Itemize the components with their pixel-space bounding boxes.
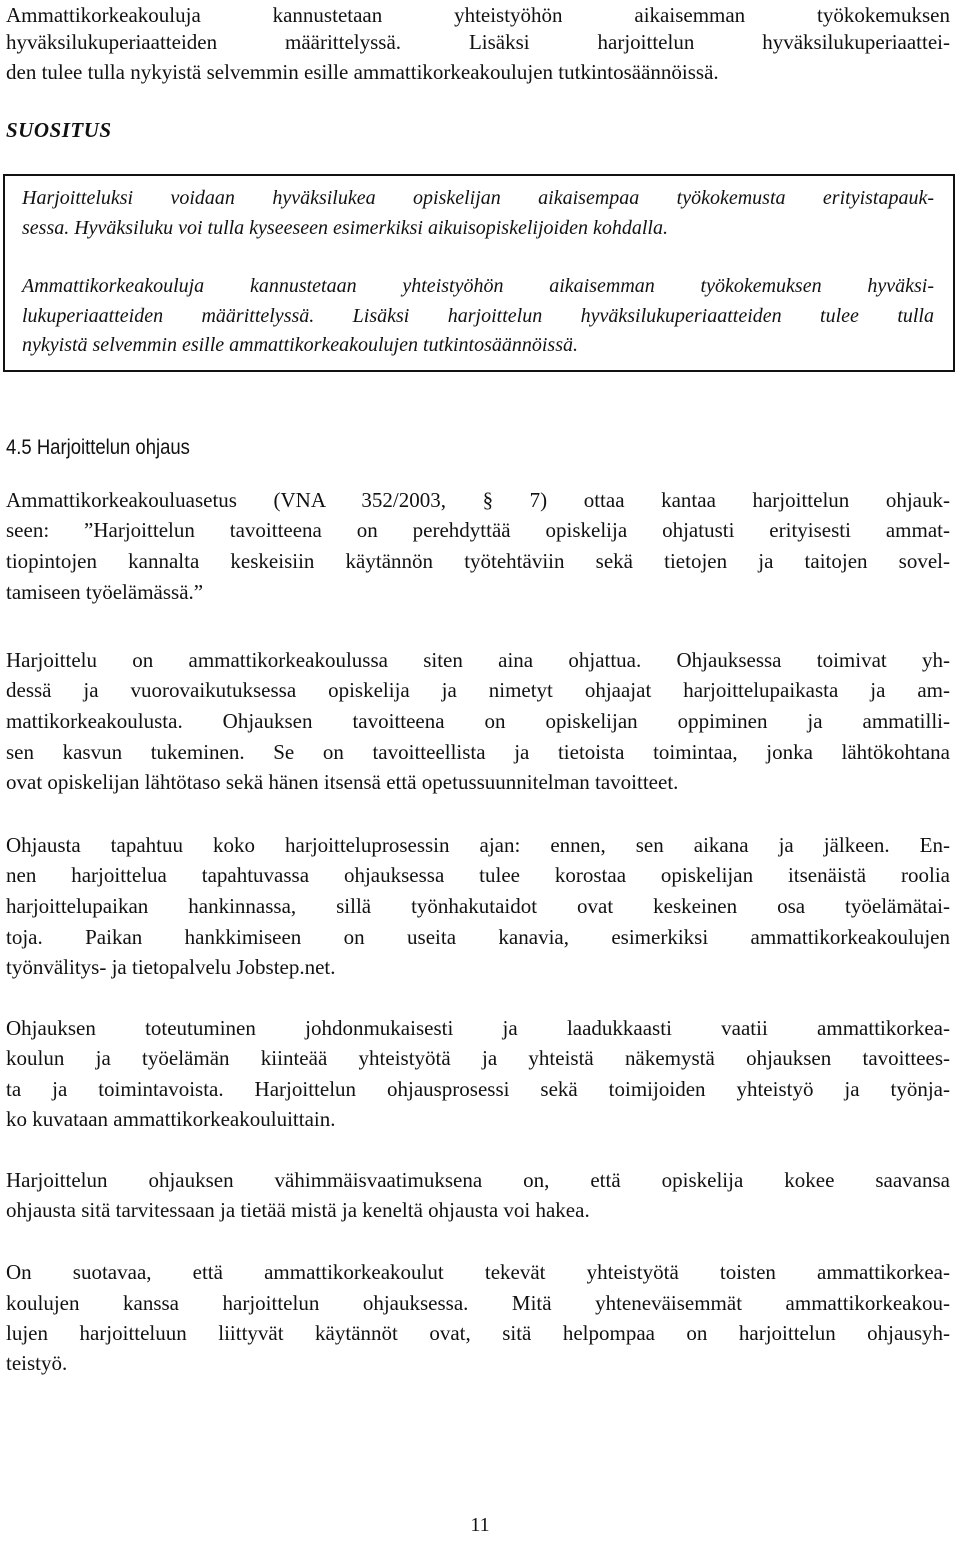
text-line: nen harjoittelua tapahtuvassa ohjauksessa tulee korostaa opiskelijan itsenäistä roolia [6,863,950,887]
recommendation-line: Harjoitteluksi voidaan hyväksilukea opiskelijan aikaisempaa työkokemusta erityistapauk- [22,187,934,209]
text-line: Ohjausta tapahtuu koko harjoitteluprosessin ajan: ennen, sen aikana ja jälkeen. En- [6,833,950,857]
text-line: Ammattikorkeakouluasetus (VNA 352/2003, § 7) ottaa kantaa harjoittelun ohjauk- [6,488,950,512]
section-heading: 4.5 Harjoittelun ohjaus [6,436,190,459]
text-line: hyväksilukuperiaatteiden määrittelyssä. Lisäksi harjoittelun hyväksilukuperiaattei- [6,30,950,54]
text-line: ko kuvataan ammattikorkeakouluittain. [6,1107,336,1131]
text-line: Ammattikorkeakouluja kannustetaan yhteistyöhön aikaisemman työkokemuksen [6,3,950,27]
recommendation-line: Ammattikorkeakouluja kannustetaan yhteistyöhön aikaisemman työkokemuksen hyväksi- [22,275,934,297]
text-line: työnvälitys- ja tietopalvelu Jobstep.net. [6,955,336,979]
text-line: seen: ”Harjoittelun tavoitteena on perehdyttää opiskelija ohjatusti erityisesti ammat- [6,518,950,542]
text-line: Ohjauksen toteutuminen johdonmukaisesti ja laadukkaasti vaatii ammattikorkea- [6,1016,950,1040]
text-line: koulun ja työelämän kiinteää yhteistyötä ja yhteistä näkemystä ohjauksen tavoittees- [6,1046,950,1070]
text-line: ovat opiskelijan lähtötaso sekä hänen itsensä että opetussuunnitelman tavoitteet. [6,770,679,794]
text-line: mattikorkeakoulusta. Ohjauksen tavoitteena on opiskelijan oppiminen ja ammatilli- [6,709,950,733]
text-line: ohjausta sitä tarvitessaan ja tietää mistä ja keneltä ohjausta voi hakea. [6,1198,590,1222]
text-line: sen kasvun tukeminen. Se on tavoitteellista ja tietoista toimintaa, jonka lähtökohtana [6,740,950,764]
text-line: teistyö. [6,1351,68,1375]
text-line: toja. Paikan hankkimiseen on useita kanavia, esimerkiksi ammattikorkeakoulujen [6,925,950,949]
page-number: 11 [470,1514,490,1536]
recommendation-box [3,174,955,372]
text-line: tiopintojen kannalta keskeisiin käytännön työtehtäviin sekä tietojen ja taitojen sovel- [6,549,950,573]
text-line: den tulee tulla nykyistä selvemmin esille ammattikorkeakoulujen tutkintosäännöissä. [6,60,719,84]
text-line: tamiseen työelämässä.” [6,580,204,604]
text-line: harjoittelupaikan hankinnassa, sillä työnhakutaidot ovat keskeinen osa työelämätai- [6,894,950,918]
text-line: koulujen kanssa harjoittelun ohjauksessa. Mitä yhteneväisemmät ammattikorkeakou- [6,1291,950,1315]
recommendation-line: sessa. Hyväksiluku voi tulla kyseeseen esimerkiksi aikuisopiskelijoiden kohdalla. [22,217,668,239]
recommendation-line: lukuperiaatteiden määrittelyssä. Lisäksi harjoittelun hyväksilukuperiaatteiden tulee tulla [22,305,934,327]
text-line: Harjoittelu on ammattikorkeakoulussa siten aina ohjattua. Ohjauksessa toimivat yh- [6,648,950,672]
text-line: dessä ja vuorovaikutuksessa opiskelija ja nimetyt ohjaajat harjoittelupaikasta ja am- [6,678,950,702]
recommendation-line: nykyistä selvemmin esille ammattikorkeakoulujen tutkintosäännöissä. [22,334,578,356]
recommendation-label: SUOSITUS [6,118,112,142]
text-line: ta ja toimintavoista. Harjoittelun ohjausprosessi sekä toimijoiden yhteistyö ja työnja- [6,1077,950,1101]
text-line: lujen harjoitteluun liittyvät käytännöt ovat, sitä helpompaa on harjoittelun ohjausyh- [6,1321,950,1345]
text-line: Harjoittelun ohjauksen vähimmäisvaatimuksena on, että opiskelija kokee saavansa [6,1168,950,1192]
text-line: On suotavaa, että ammattikorkeakoulut tekevät yhteistyötä toisten ammattikorkea- [6,1260,950,1284]
